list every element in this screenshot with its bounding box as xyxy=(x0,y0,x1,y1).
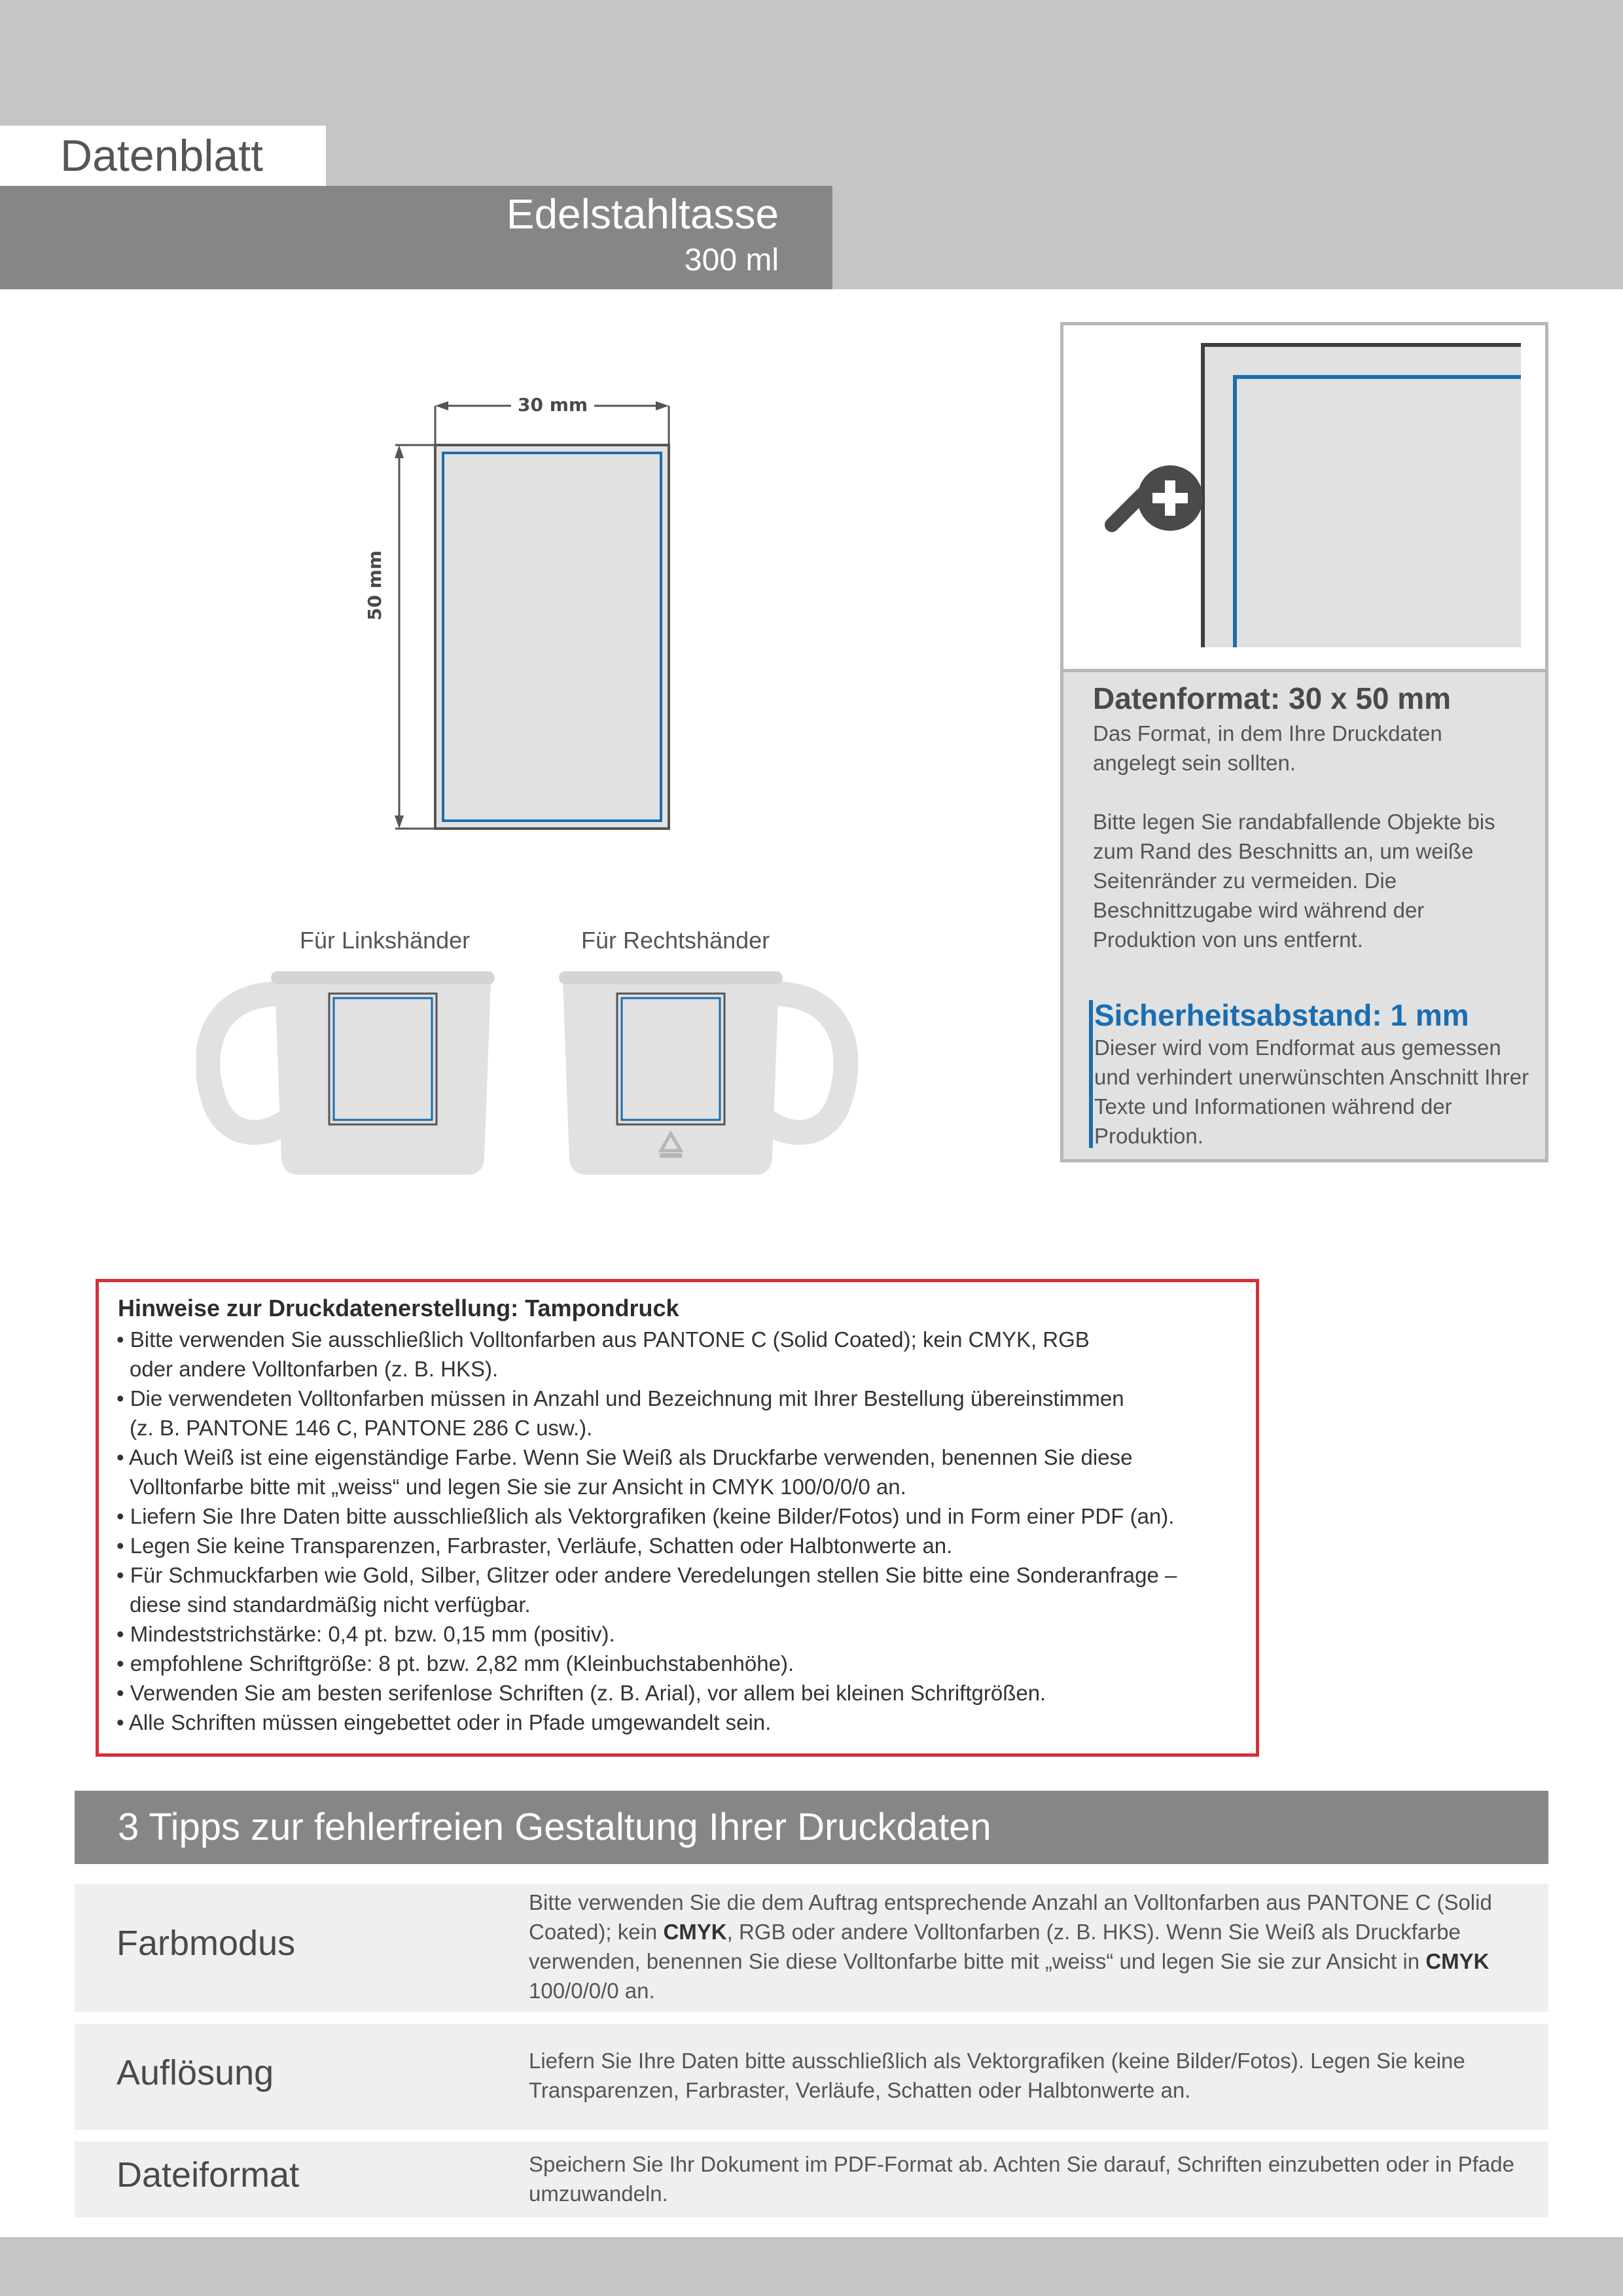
print-area-drawing xyxy=(366,386,707,844)
hint-line: (z. B. PANTONE 146 C, PANTONE 286 C usw.). xyxy=(130,1416,593,1440)
height-dimension-label: 50 mm xyxy=(364,544,385,627)
safety-margin-title: Sicherheitsabstand: 1 mm xyxy=(1094,998,1469,1032)
tip-text-aufloesung: Liefern Sie Ihre Daten bitte ausschließlich als Vektorgrafiken (keine Bilder/Fotos). Legen Sie keine Transparenzen, Farbraster, Verläufe, Schatten oder Halbtonwerte an. xyxy=(529,2049,1465,2102)
hint-line: • empfohlene Schriftgröße: 8 pt. bzw. 2,82 mm (Kleinbuchstabenhöhe). xyxy=(116,1651,794,1676)
right-mug-caption: Für Rechtshänder xyxy=(581,927,770,954)
left-mug-caption: Für Linkshänder xyxy=(300,927,471,954)
hint-line: • Mindeststrichstärke: 0,4 pt. bzw. 0,15 mm (positiv). xyxy=(116,1622,615,1646)
product-volume: 300 ml xyxy=(684,243,779,278)
document-label: Datenblatt xyxy=(60,131,263,181)
product-name: Edelstahltasse xyxy=(506,190,779,238)
tip-label-dateiformat: Dateiformat xyxy=(116,2155,300,2195)
hint-line: • Bitte verwenden Sie ausschließlich Volltonfarben aus PANTONE C (Solid Coated); kein CMYK, RGB xyxy=(116,1327,1090,1352)
print-hints-list xyxy=(116,1325,1177,1737)
tips-title: 3 Tipps zur fehlerfreien Gestaltung Ihrer Druckdaten xyxy=(118,1806,991,1848)
tip-label-aufloesung: Auflösung xyxy=(116,2053,274,2092)
tip-text-farbmodus: Bitte verwenden Sie die dem Auftrag entsprechende Anzahl an Volltonfarben aus PANTONE C (Solid Coated); kein CMYK, RGB oder andere Volltonfarben (z. B. HKS). Wenn Sie Weiß als Druckfarbe verwenden, benennen Sie diese Volltonfarbe bitte mit „weiss“ und legen Sie sie zur Ansicht in CMYK 100/0/0/0 an. xyxy=(529,1890,1492,2003)
safety-accent-bar xyxy=(1089,1000,1093,1148)
hint-line: • Auch Weiß ist eine eigenständige Farbe. Wenn Sie Weiß als Druckfarbe verwenden, benennen Sie diese xyxy=(116,1445,1133,1469)
hint-line: • Legen Sie keine Transparenzen, Farbraster, Verläufe, Schatten oder Halbtonwerte an. xyxy=(116,1534,953,1558)
tip-label-farbmodus: Farbmodus xyxy=(116,1924,296,1963)
data-format-title: Datenformat: 30 x 50 mm xyxy=(1093,681,1452,715)
tip-text-dateiformat: Speichern Sie Ihr Dokument im PDF-Format ab. Achten Sie darauf, Schriften einzubetten oder in Pfade umzuwandeln. xyxy=(529,2152,1514,2206)
bleed-text: Bitte legen Sie randabfallende Objekte bis zum Rand des Beschnitts an, um weiße Seitenränder zu vermeiden. Die Beschnittzugabe wird während der Produktion von uns entfernt. xyxy=(1093,810,1495,952)
hint-line: diese sind standardmäßig nicht verfügbar. xyxy=(130,1592,531,1617)
zoom-in-icon xyxy=(1112,465,1203,531)
hint-line: • Alle Schriften müssen eingebettet oder in Pfade umgewandelt sein. xyxy=(116,1710,772,1734)
print-area-outer xyxy=(435,445,669,829)
corner-zoom-illustration xyxy=(1063,325,1545,669)
footer-band xyxy=(0,2237,1623,2296)
hint-line: Volltonfarbe bitte mit „weiss“ und legen Sie sie zur Ansicht in CMYK 100/0/0/0 an. xyxy=(130,1475,906,1499)
width-dimension-label: 30 mm xyxy=(511,394,594,416)
hint-line: • Für Schmuckfarben wie Gold, Silber, Glitzer oder andere Veredelungen stellen Sie bitte eine Sonderanfrage – xyxy=(116,1563,1177,1587)
hint-line: • Verwenden Sie am besten serifenlose Schriften (z. B. Arial), vor allem bei kleinen Schriftgrößen. xyxy=(116,1681,1046,1705)
data-format-text: Das Format, in dem Ihre Druckdaten angelegt sein sollten. xyxy=(1093,721,1442,775)
hint-line: • Liefern Sie Ihre Daten bitte ausschließlich als Vektorgrafiken (keine Bilder/Fotos) und in Form einer PDF (an). xyxy=(116,1504,1175,1528)
hint-line: oder andere Volltonfarben (z. B. HKS). xyxy=(130,1357,499,1381)
print-hints-title: Hinweise zur Druckdatenerstellung: Tampondruck xyxy=(118,1295,679,1321)
hint-line: • Die verwendeten Volltonfarben müssen in Anzahl und Bezeichnung mit Ihrer Bestellung übereinstimmen xyxy=(116,1386,1124,1410)
left-hand-mug xyxy=(196,962,497,1178)
safety-margin-text: Dieser wird vom Endformat aus gemessen und verhindert unerwünschten Anschnitt Ihrer Texte und Informationen während der Produktion. xyxy=(1094,1035,1529,1148)
right-hand-mug xyxy=(556,962,864,1178)
